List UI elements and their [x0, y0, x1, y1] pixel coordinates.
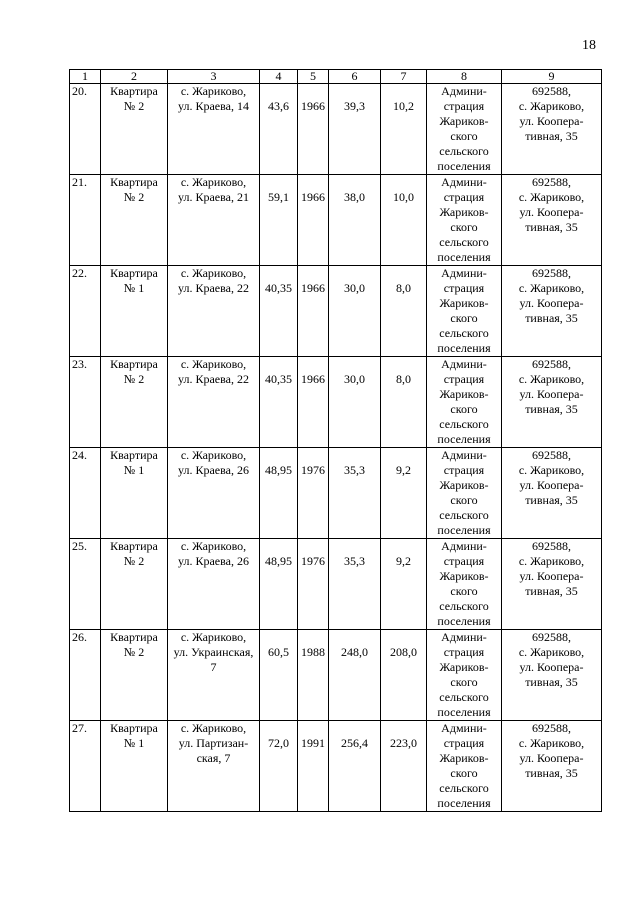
cell-text: ского	[450, 129, 478, 143]
cell-text: 27.	[72, 721, 87, 735]
cell-text: Квартира	[110, 357, 158, 371]
cell-text: страция	[443, 372, 485, 386]
area-cell	[260, 357, 298, 448]
cell-text: Квартира	[110, 84, 158, 98]
row-number-cell	[70, 721, 101, 812]
cell-text: поселения	[437, 796, 491, 810]
cell-text: 59,1	[268, 190, 289, 204]
cell-text: поселения	[437, 614, 491, 628]
holder-name-cell	[427, 84, 502, 175]
cell-text: с. Жариково,	[518, 99, 585, 113]
area-cell	[260, 539, 298, 630]
cell-text: Квартира	[110, 630, 158, 644]
cell-text: страция	[443, 99, 485, 113]
row-number-cell	[70, 448, 101, 539]
cell-text: Квартира	[110, 721, 158, 735]
cell-text: с. Жариково,	[518, 190, 585, 204]
cell-text: с. Жариково,	[180, 175, 247, 189]
book-value-cell	[329, 175, 381, 266]
book-value-cell	[329, 630, 381, 721]
cell-text: Жариков-	[439, 205, 489, 219]
cell-text: сельского	[439, 599, 489, 613]
cell-text: 223,0	[390, 736, 417, 750]
cell-text: 208,0	[390, 645, 417, 659]
cell-text: Квартира	[110, 448, 158, 462]
object-name-cell	[101, 175, 168, 266]
object-address-cell	[168, 448, 260, 539]
row-number-cell	[70, 539, 101, 630]
holder-address-cell	[502, 175, 602, 266]
row-number-cell	[70, 357, 101, 448]
residual-value-cell	[381, 630, 427, 721]
table-row	[70, 630, 602, 721]
object-address-cell	[168, 721, 260, 812]
cell-text: с. Жариково,	[180, 539, 247, 553]
cell-text: 23.	[72, 357, 87, 371]
cell-text: Жариков-	[439, 478, 489, 492]
cell-text: 256,4	[341, 736, 368, 750]
object-name-cell	[101, 448, 168, 539]
cell-text: 26.	[72, 630, 87, 644]
area-cell	[260, 448, 298, 539]
year-cell	[298, 630, 329, 721]
cell-text: ского	[450, 311, 478, 325]
book-value-cell	[329, 357, 381, 448]
cell-text: ул. Краева, 26	[178, 554, 249, 568]
cell-text: 9,2	[396, 463, 411, 477]
cell-text: сельского	[439, 144, 489, 158]
cell-text: с. Жариково,	[180, 448, 247, 462]
table-row	[70, 175, 602, 266]
holder-name-cell	[427, 539, 502, 630]
cell-text: Жариков-	[439, 660, 489, 674]
cell-text: 692588,	[532, 175, 571, 189]
object-name-cell	[101, 539, 168, 630]
book-value-cell	[329, 721, 381, 812]
page-number: 18	[582, 38, 596, 53]
cell-text: Админи-	[441, 448, 487, 462]
holder-name-cell	[427, 721, 502, 812]
column-number-row	[70, 70, 602, 84]
object-name-cell	[101, 721, 168, 812]
cell-text: Жариков-	[439, 296, 489, 310]
area-cell	[260, 630, 298, 721]
cell-text: Админи-	[441, 357, 487, 371]
cell-text: Жариков-	[439, 751, 489, 765]
cell-text: тивная, 35	[525, 766, 578, 780]
column-number-cell: 7	[381, 70, 427, 84]
cell-text: ул. Коопера-	[519, 114, 584, 128]
cell-text: с. Жариково,	[518, 554, 585, 568]
residual-value-cell	[381, 357, 427, 448]
residual-value-cell	[381, 539, 427, 630]
cell-text: сельского	[439, 690, 489, 704]
book-value-cell	[329, 448, 381, 539]
cell-text: с. Жариково,	[518, 372, 585, 386]
cell-text: ул. Коопера-	[519, 660, 584, 674]
property-registry-table	[69, 69, 602, 812]
cell-text: 692588,	[532, 721, 571, 735]
cell-text: 692588,	[532, 630, 571, 644]
cell-text: № 2	[123, 99, 145, 113]
cell-text: сельского	[439, 781, 489, 795]
cell-text: № 2	[123, 372, 145, 386]
object-name-cell	[101, 84, 168, 175]
cell-text: тивная, 35	[525, 493, 578, 507]
cell-text: поселения	[437, 705, 491, 719]
cell-text: 692588,	[532, 539, 571, 553]
cell-text: № 2	[123, 554, 145, 568]
cell-text: Админи-	[441, 539, 487, 553]
cell-text: 1991	[301, 736, 325, 750]
cell-text: № 1	[123, 736, 145, 750]
cell-text: ул. Коопера-	[519, 205, 584, 219]
book-value-cell	[329, 266, 381, 357]
cell-text: ская, 7	[196, 751, 231, 765]
cell-text: Админи-	[441, 630, 487, 644]
cell-text: тивная, 35	[525, 129, 578, 143]
cell-text: 1966	[301, 190, 325, 204]
column-number-cell: 8	[427, 70, 502, 84]
residual-value-cell	[381, 175, 427, 266]
cell-text: ул. Краева, 22	[178, 372, 249, 386]
cell-text: Админи-	[441, 721, 487, 735]
cell-text: ского	[450, 766, 478, 780]
cell-text: ул. Партизан-	[178, 736, 249, 750]
object-address-cell	[168, 539, 260, 630]
cell-text: сельского	[439, 508, 489, 522]
residual-value-cell	[381, 266, 427, 357]
cell-text: ул. Коопера-	[519, 569, 584, 583]
cell-text: 1976	[301, 463, 325, 477]
book-value-cell	[329, 539, 381, 630]
cell-text: 20.	[72, 84, 87, 98]
cell-text: 24.	[72, 448, 87, 462]
cell-text: сельского	[439, 417, 489, 431]
column-number-cell: 1	[70, 70, 101, 84]
cell-text: 10,0	[393, 190, 414, 204]
cell-text: 38,0	[344, 190, 365, 204]
table-row	[70, 539, 602, 630]
cell-text: Админи-	[441, 84, 487, 98]
table-row	[70, 448, 602, 539]
row-number-cell	[70, 84, 101, 175]
holder-name-cell	[427, 630, 502, 721]
cell-text: 35,3	[344, 463, 365, 477]
holder-name-cell	[427, 448, 502, 539]
row-number-cell	[70, 266, 101, 357]
cell-text: 692588,	[532, 448, 571, 462]
book-value-cell	[329, 84, 381, 175]
cell-text: тивная, 35	[525, 584, 578, 598]
cell-text: ул. Краева, 22	[178, 281, 249, 295]
column-number-cell: 9	[502, 70, 602, 84]
cell-text: с. Жариково,	[518, 281, 585, 295]
cell-text: 8,0	[396, 372, 411, 386]
cell-text: 9,2	[396, 554, 411, 568]
cell-text: тивная, 35	[525, 220, 578, 234]
cell-text: сельского	[439, 235, 489, 249]
residual-value-cell	[381, 84, 427, 175]
cell-text: ул. Краева, 26	[178, 463, 249, 477]
column-number-cell: 5	[298, 70, 329, 84]
cell-text: 21.	[72, 175, 87, 189]
cell-text: тивная, 35	[525, 311, 578, 325]
column-number-cell: 2	[101, 70, 168, 84]
cell-text: поселения	[437, 523, 491, 537]
cell-text: страция	[443, 736, 485, 750]
cell-text: 40,35	[265, 372, 292, 386]
cell-text: ского	[450, 220, 478, 234]
cell-text: 30,0	[344, 281, 365, 295]
table-row	[70, 84, 602, 175]
area-cell	[260, 175, 298, 266]
cell-text: Квартира	[110, 266, 158, 280]
table-row	[70, 266, 602, 357]
cell-text: ского	[450, 675, 478, 689]
year-cell	[298, 539, 329, 630]
cell-text: Админи-	[441, 266, 487, 280]
holder-address-cell	[502, 357, 602, 448]
cell-text: страция	[443, 281, 485, 295]
holder-address-cell	[502, 721, 602, 812]
cell-text: поселения	[437, 159, 491, 173]
cell-text: 22.	[72, 266, 87, 280]
cell-text: № 1	[123, 281, 145, 295]
holder-name-cell	[427, 175, 502, 266]
cell-text: Жариков-	[439, 387, 489, 401]
cell-text: 1966	[301, 281, 325, 295]
object-name-cell	[101, 630, 168, 721]
object-name-cell	[101, 357, 168, 448]
cell-text: с. Жариково,	[180, 630, 247, 644]
holder-address-cell	[502, 266, 602, 357]
object-address-cell	[168, 84, 260, 175]
cell-text: ул. Коопера-	[519, 751, 584, 765]
holder-name-cell	[427, 266, 502, 357]
cell-text: с. Жариково,	[180, 266, 247, 280]
cell-text: с. Жариково,	[518, 736, 585, 750]
year-cell	[298, 175, 329, 266]
cell-text: с. Жариково,	[518, 645, 585, 659]
object-address-cell	[168, 357, 260, 448]
cell-text: ул. Краева, 14	[178, 99, 249, 113]
holder-address-cell	[502, 539, 602, 630]
cell-text: поселения	[437, 341, 491, 355]
cell-text: 1966	[301, 99, 325, 113]
cell-text: 30,0	[344, 372, 365, 386]
cell-text: 8,0	[396, 281, 411, 295]
table-row	[70, 357, 602, 448]
cell-text: поселения	[437, 432, 491, 446]
column-number-cell: 3	[168, 70, 260, 84]
cell-text: Квартира	[110, 175, 158, 189]
cell-text: 1966	[301, 372, 325, 386]
year-cell	[298, 448, 329, 539]
cell-text: № 2	[123, 190, 145, 204]
holder-address-cell	[502, 630, 602, 721]
year-cell	[298, 357, 329, 448]
year-cell	[298, 84, 329, 175]
cell-text: 40,35	[265, 281, 292, 295]
cell-text: 48,95	[265, 463, 292, 477]
cell-text: тивная, 35	[525, 402, 578, 416]
cell-text: ул. Коопера-	[519, 478, 584, 492]
area-cell	[260, 84, 298, 175]
cell-text: 43,6	[268, 99, 289, 113]
cell-text: 60,5	[268, 645, 289, 659]
cell-text: № 1	[123, 463, 145, 477]
cell-text: тивная, 35	[525, 675, 578, 689]
residual-value-cell	[381, 721, 427, 812]
cell-text: страция	[443, 645, 485, 659]
object-address-cell	[168, 630, 260, 721]
row-number-cell	[70, 175, 101, 266]
cell-text: страция	[443, 554, 485, 568]
table-row	[70, 721, 602, 812]
object-name-cell	[101, 266, 168, 357]
cell-text: 248,0	[341, 645, 368, 659]
cell-text: 1988	[301, 645, 325, 659]
area-cell	[260, 266, 298, 357]
cell-text: Квартира	[110, 539, 158, 553]
cell-text: 35,3	[344, 554, 365, 568]
cell-text: 692588,	[532, 266, 571, 280]
cell-text: 72,0	[268, 736, 289, 750]
cell-text: 692588,	[532, 84, 571, 98]
cell-text: с. Жариково,	[180, 721, 247, 735]
column-number-cell: 4	[260, 70, 298, 84]
cell-text: поселения	[437, 250, 491, 264]
cell-text: 10,2	[393, 99, 414, 113]
object-address-cell	[168, 175, 260, 266]
cell-text: 39,3	[344, 99, 365, 113]
cell-text: Админи-	[441, 175, 487, 189]
object-address-cell	[168, 266, 260, 357]
cell-text: Жариков-	[439, 569, 489, 583]
cell-text: с. Жариково,	[518, 463, 585, 477]
cell-text: страция	[443, 463, 485, 477]
cell-text: страция	[443, 190, 485, 204]
cell-text: 692588,	[532, 357, 571, 371]
cell-text: ского	[450, 584, 478, 598]
cell-text: 48,95	[265, 554, 292, 568]
holder-address-cell	[502, 84, 602, 175]
residual-value-cell	[381, 448, 427, 539]
cell-text: ского	[450, 493, 478, 507]
cell-text: с. Жариково,	[180, 357, 247, 371]
cell-text: сельского	[439, 326, 489, 340]
cell-text: ул. Коопера-	[519, 387, 584, 401]
cell-text: ул. Украинская,	[173, 645, 254, 659]
holder-address-cell	[502, 448, 602, 539]
cell-text: 25.	[72, 539, 87, 553]
cell-text: с. Жариково,	[180, 84, 247, 98]
cell-text: 7	[210, 660, 217, 674]
area-cell	[260, 721, 298, 812]
cell-text: ул. Краева, 21	[178, 190, 249, 204]
cell-text: № 2	[123, 645, 145, 659]
holder-name-cell	[427, 357, 502, 448]
year-cell	[298, 266, 329, 357]
cell-text: ского	[450, 402, 478, 416]
column-number-cell: 6	[329, 70, 381, 84]
year-cell	[298, 721, 329, 812]
cell-text: 1976	[301, 554, 325, 568]
row-number-cell	[70, 630, 101, 721]
cell-text: Жариков-	[439, 114, 489, 128]
cell-text: ул. Коопера-	[519, 296, 584, 310]
